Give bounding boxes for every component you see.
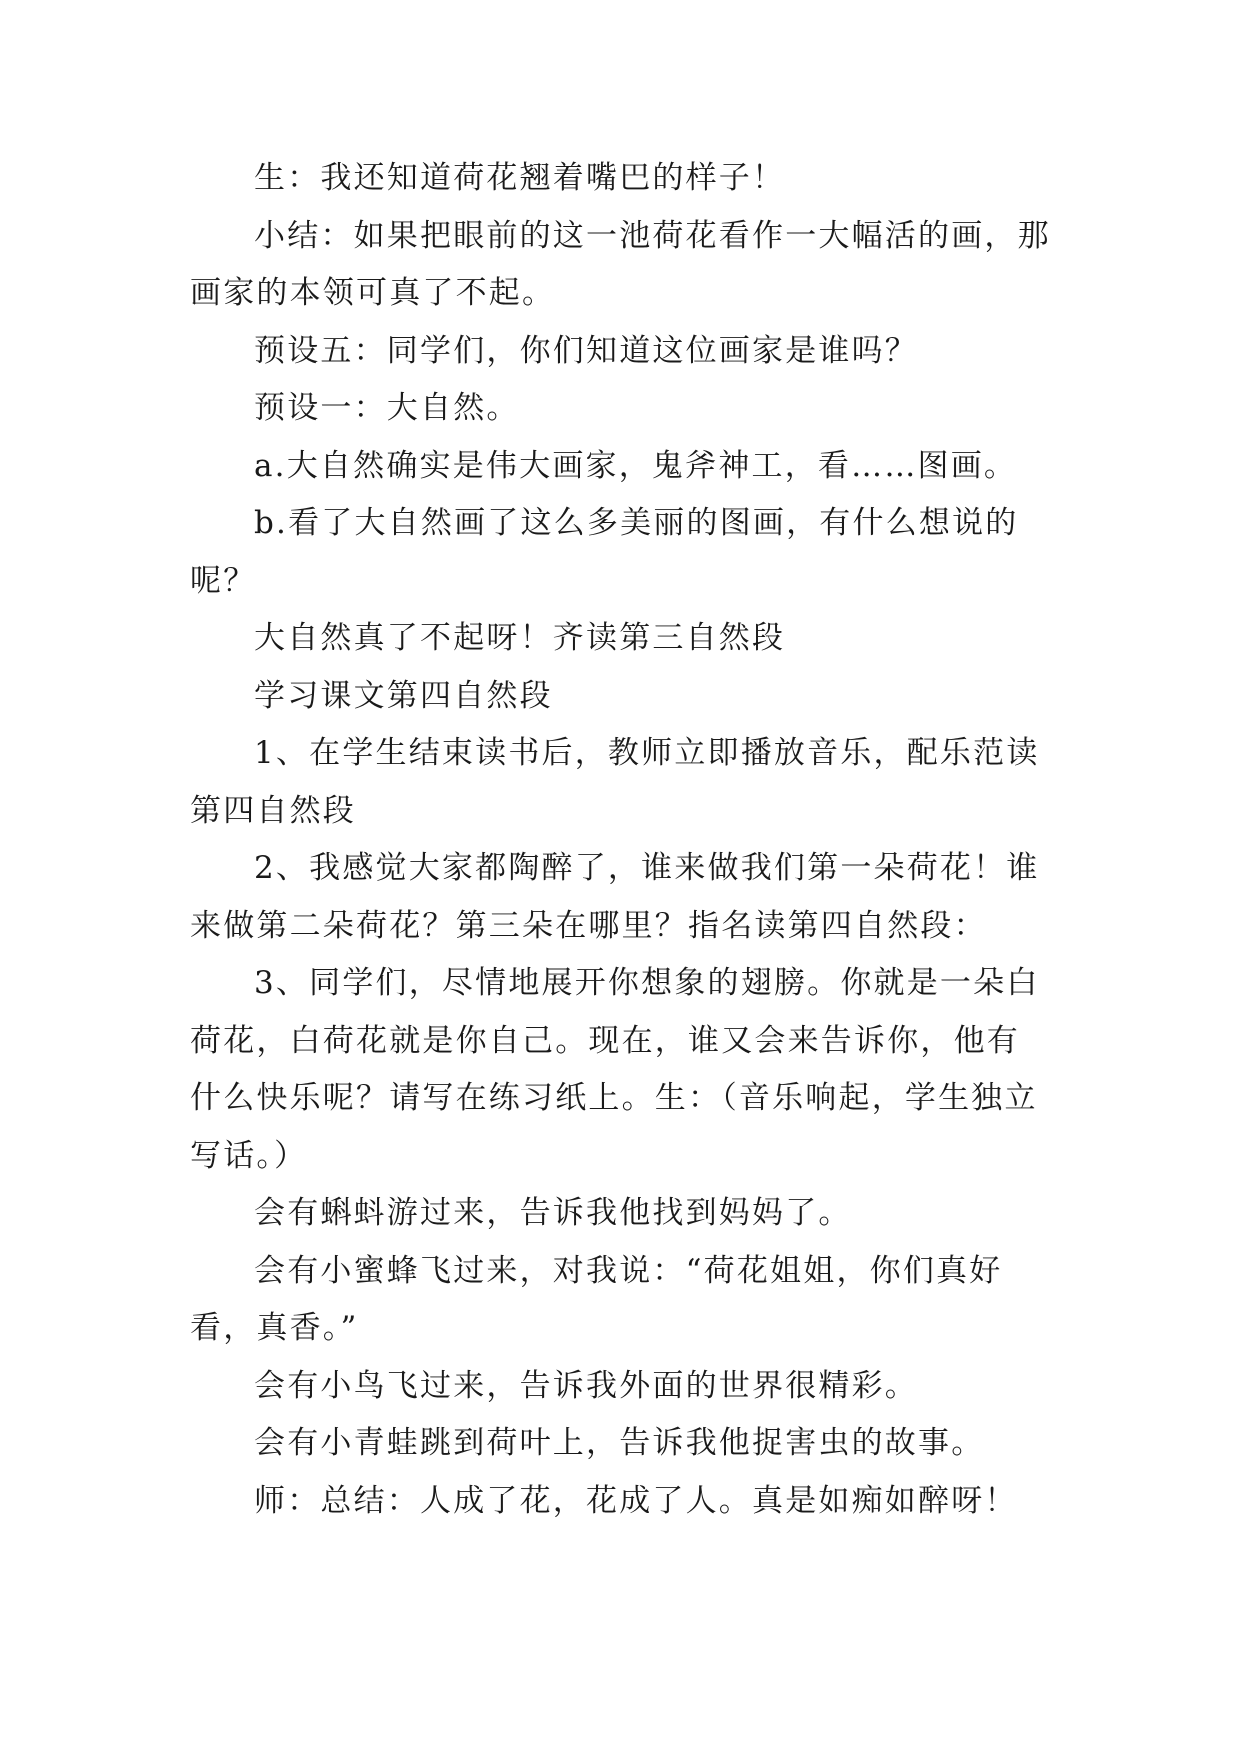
paragraph-step-1: 1、在学生结束读书后，教师立即播放音乐，配乐范读第四自然段 [190,735,1040,829]
paragraph-teacher-summary: 师：总结：人成了花，花成了人。真是如痴如醉呀！ [254,1482,1018,1519]
paragraph-section-heading: 学习课文第四自然段 [254,677,553,714]
paragraph-frog: 会有小青蛙跳到荷叶上，告诉我他捉害虫的故事。 [254,1425,985,1461]
paragraph-point-b: b.看了大自然画了这么多美丽的图画，有什么想说的呢？ [190,505,1019,599]
paragraph-summary: 小结：如果把眼前的这一池荷花看作一大幅活的画，那画家的本领可真了不起。 [190,217,1051,311]
paragraph-student-answer: 生：我还知道荷花翘着嘴巴的样子！ [254,160,786,196]
paragraph-preset-five: 预设五：同学们，你们知道这位画家是谁吗？ [254,332,918,369]
paragraph-step-2: 2、我感觉大家都陶醉了，谁来做我们第一朵荷花！谁来做第二朵荷花？第三朵在哪里？指名读第四自然段： [190,850,1040,944]
paragraph-step-3: 3、同学们，尽情地展开你想象的翅膀。你就是一朵白荷花，白荷花就是你自己。现在，谁又会来告诉你，他有什么快乐呢？请写在练习纸上。生：（音乐响起，学生独立写话。） [190,965,1040,1174]
paragraph-tadpole: 会有蝌蚪游过来，告诉我他找到妈妈了。 [254,1195,852,1231]
paragraph-point-a: a.大自然确实是伟大画家，鬼斧神工，看……图画。 [254,447,1018,484]
document-page [190,150,1052,1530]
paragraph-read-aloud: 大自然真了不起呀！齐读第三自然段 [254,620,786,656]
paragraph-preset-one: 预设一：大自然。 [254,390,520,426]
paragraph-bee: 会有小蜜蜂飞过来，对我说：“荷花姐姐，你们真好看，真香。” [190,1252,1003,1346]
paragraph-bird: 会有小鸟飞过来，告诉我外面的世界很精彩。 [254,1367,918,1404]
